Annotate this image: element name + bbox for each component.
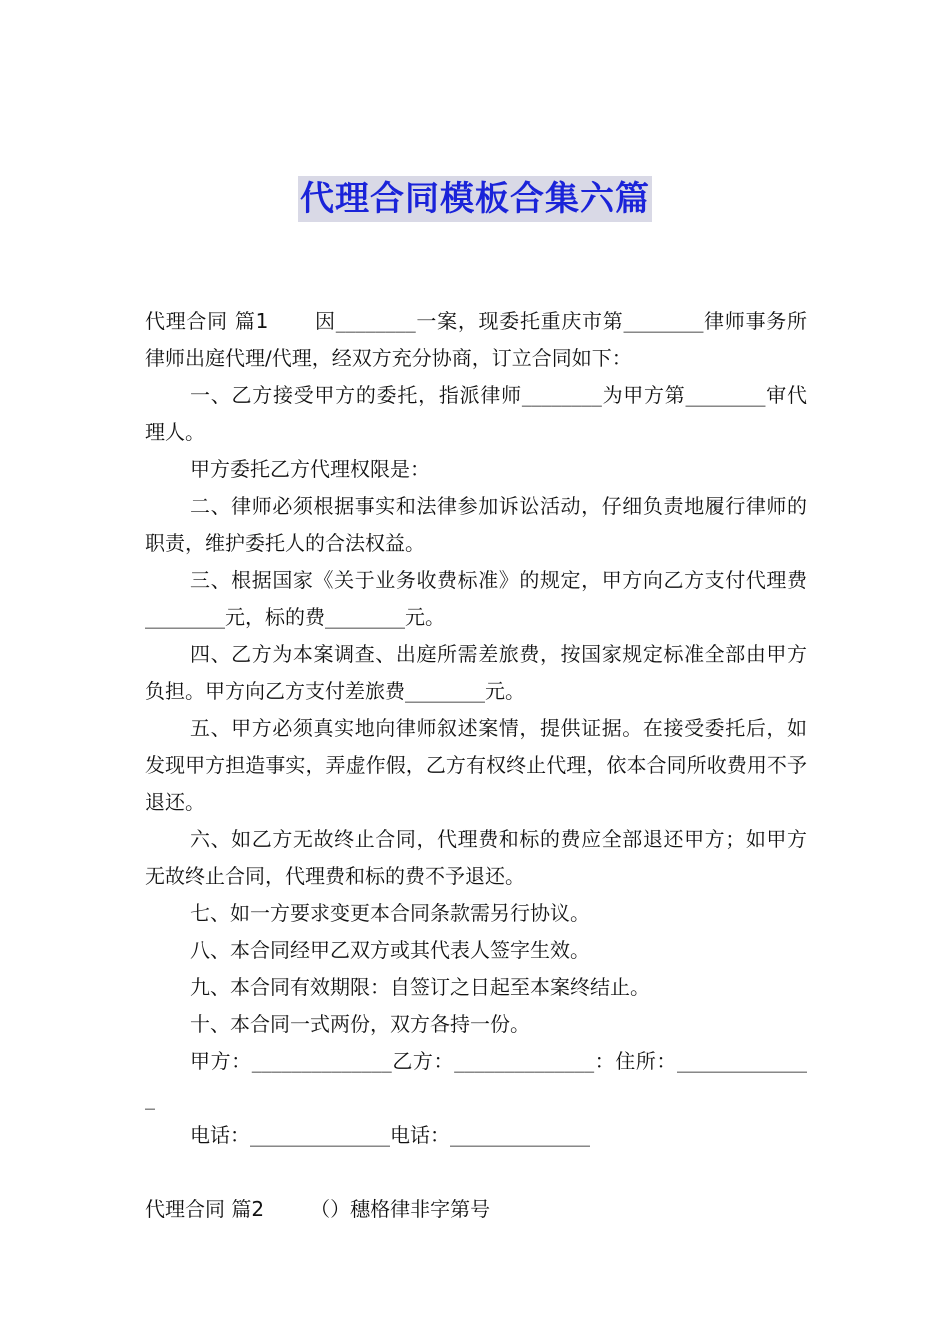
clause-5: 五、甲方必须真实地向律师叙述案情，提供证据。在接受委托后，如发现甲方担造事实，弄虚作假，乙方有权终止代理，依本合同所收费用不予退还。 <box>145 716 807 814</box>
clause-8: 八、本合同经甲乙双方或其代表人签字生效。 <box>190 938 590 962</box>
authority-scope: 甲方委托乙方代理权限是： <box>190 457 430 481</box>
document-title: 代理合同模板合集六篇 <box>298 176 652 222</box>
section-1-heading: 代理合同 篇1 <box>145 309 269 333</box>
section-spacer <box>145 1154 807 1191</box>
section-1-intro <box>145 303 807 377</box>
clause-4: 四、乙方为本案调查、出庭所需差旅费，按国家规定标准全部由甲方负担。甲方向乙方支付差旅费________元。 <box>145 642 807 703</box>
title-container <box>0 176 950 222</box>
clause-6: 六、如乙方无故终止合同，代理费和标的费应全部退还甲方；如甲方无故终止合同，代理费和标的费不予退还。 <box>145 827 807 888</box>
clause-10: 十、本合同一式两份，双方各持一份。 <box>190 1012 530 1036</box>
clause-9: 九、本合同有效期限：自签订之日起至本案终结止。 <box>190 975 650 999</box>
document-body <box>145 303 807 1228</box>
signature-line-parties: 甲方：______________乙方：______________：住所：______________ <box>145 1049 807 1110</box>
section-2-heading: 代理合同 篇2 <box>145 1197 265 1221</box>
clause-3: 三、根据国家《关于业务收费标准》的规定，甲方向乙方支付代理费________元，标的费________元。 <box>145 568 807 629</box>
section-2-intro-text: （）穗格律非字第号 <box>310 1197 491 1221</box>
section-2-intro <box>145 1191 807 1228</box>
clause-7: 七、如一方要求变更本合同条款需另行协议。 <box>190 901 590 925</box>
signature-line-phones: 电话：______________电话：______________ <box>190 1123 590 1147</box>
section-1-intro-text: 因________一案，现委托重庆市第________律师事务所律师出庭代理/代理，经双方充分协商，订立合同如下： <box>145 309 807 370</box>
clause-2: 二、律师必须根据事实和法律参加诉讼活动，仔细负责地履行律师的职责，维护委托人的合法权益。 <box>145 494 807 555</box>
clause-1: 一、乙方接受甲方的委托，指派律师________为甲方第________审代理人。 <box>145 383 807 444</box>
